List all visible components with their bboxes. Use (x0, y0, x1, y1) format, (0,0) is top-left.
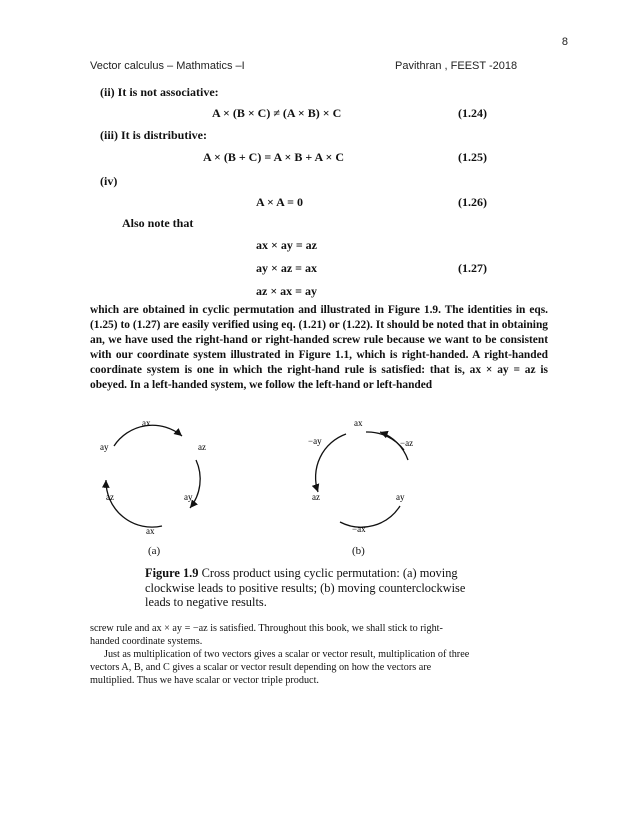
arc-left (106, 480, 162, 527)
fig-a-left: ay (100, 442, 109, 452)
body-paragraph (90, 303, 548, 393)
figure-caption (145, 566, 475, 610)
header-right: Pavithran , FEEST -2018 (395, 60, 518, 72)
paragraph-text: which are obtained in cyclic permutation and illustrated in Figure 1.9. The identities in eqs. (1.25) to (1.27) are easily verified using eq. (1.21) or (1.22). It should be noted that in obtaining an, we have used the right-hand or right-handed screw rule because we want to be consistent with our coordinate system illustrated in Figure 1.1, which is right-handed. A right-handed coordinate system is one in which the right-hand rule is satisfied: that is, ax × ay = az is obeyed. In a left-handed system, we follow the left-hand or left-handed (90, 304, 548, 391)
equation-number: (1.25) (458, 150, 487, 164)
property-label-iii: (iii) It is distributive: (100, 128, 207, 142)
fig-b-bottom: −ax (352, 524, 366, 534)
figure-b-label: (b) (352, 545, 365, 557)
figure-a-diagram (92, 410, 222, 560)
fig-b-lower-left: az (312, 492, 320, 502)
fig-b-top: ax (354, 418, 363, 428)
fig-a-bottom: ax (146, 526, 155, 536)
fig-a-top: ax (142, 418, 151, 428)
fig-a-right: az (198, 442, 206, 452)
cyclic-equation: ax × ay = az (256, 238, 318, 252)
fig-b-left: −ay (308, 436, 322, 446)
bottom-paragraph (90, 622, 470, 687)
cyclic-equation: az × ax = ay (256, 284, 318, 298)
equation-1-26: A × A = 0 (256, 195, 304, 209)
arc-top (114, 425, 182, 446)
bottom-line-2: Just as multiplication of two vectors gives a scalar or vector result, multiplication of three vectors A, B, and C gives a scalar or vector result depending on how the vectors are multiplied. Thus we have scalar or vector triple product. (90, 649, 470, 686)
also-note-text: Also note that (122, 216, 194, 230)
fig-b-lower-right: ay (396, 492, 405, 502)
caption-text: Cross product using cyclic permutation: (a) moving clockwise leads to positive results; (b) moving counterclockwise leads to negative results. (145, 566, 466, 609)
equation-number: (1.27) (458, 261, 487, 275)
fig-a-lower-right: ay (184, 492, 193, 502)
fig-a-lower-left: az (106, 492, 114, 502)
fig-b-right: −az (400, 438, 414, 448)
property-label-iv: (iv) (100, 174, 118, 188)
page-number: 8 (561, 36, 568, 48)
equation-number: (1.24) (458, 106, 487, 120)
figure-b-diagram (300, 410, 430, 560)
figure-a-label: (a) (148, 545, 161, 557)
header-left: Vector calculus – Mathmatics –I (90, 60, 245, 72)
arc-bottom (340, 506, 400, 527)
equation-1-24: A × (B × C) ≠ (A × B) × C (212, 106, 342, 120)
equation-1-25: A × (B + C) = A × B + A × C (203, 150, 345, 164)
cyclic-equation: ay × az = ax (256, 261, 318, 275)
bottom-line-1: screw rule and ax × ay = −az is satisfied. Throughout this book, we shall stick to right-handed coordinate systems. (90, 623, 443, 647)
equation-number: (1.26) (458, 195, 487, 209)
caption-label: Figure 1.9 (145, 566, 199, 580)
property-label-ii: (ii) It is not associative: (100, 85, 219, 99)
